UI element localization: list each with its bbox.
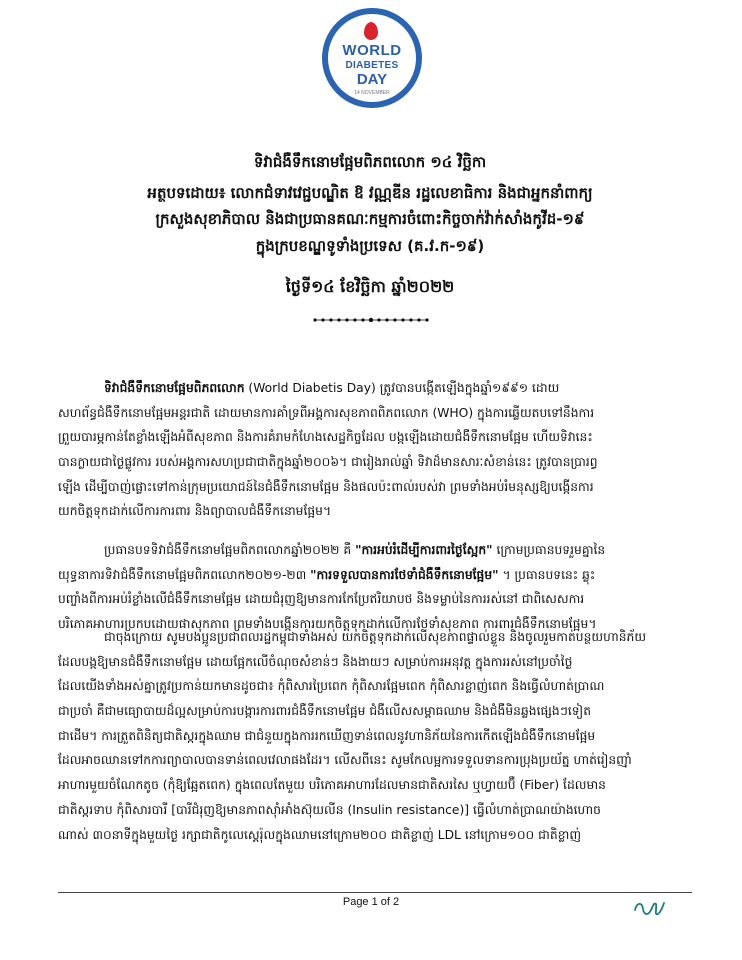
paragraph-line: ជាចុងក្រោយ សូមបងប្អូនប្រជាពលរដ្ឋកម្ពុជាទាំងអស់ យកចិត្តទុកដាក់លើសុខភាពផ្ទាល់ខ្លួន និងចូលរួមកាត់បន្ថយហានិភ័យ — [104, 630, 647, 644]
day-name-bold: ទិវាជំងឺទឹកនោមផ្អែមពិភពលោក — [104, 381, 245, 395]
paragraph-line: បានក្លាយជាថ្ងៃផ្លូវការ របស់អង្គការសហប្រជាជាតិក្នុងឆ្នាំ២០០៦។ ជារៀងរាល់ឆ្នាំ ទិវាដ៏មានសារៈសំខាន់នេះ ត្រូវបានប្រារព្ធ — [58, 455, 598, 470]
line-text: យុទ្ធនាការទិវាជំងឺទឹកនោមផ្អែមពិភពលោក២០២១-២៣ — [58, 567, 311, 582]
paragraph-line: ដែលអាចឈានទៅកការព្យាបាលបានទាន់ពេលវេលាផងដែរ។ លើសពីនេះ សូមកែលម្អការទទួលទានការប្រុងប្រយ័ត្ន ហាត់រៀនញ៉ាំ — [58, 753, 632, 768]
paragraph-intro — [58, 376, 690, 524]
blood-drop-icon — [364, 22, 378, 40]
paragraph-line: បញ្ចាំងពីការអប់រំខ្លាំងលើជំងឺទឹកនោមផ្អែម ដោយជំរុញឱ្យមានការកែប្រែឥរិយាបថ និងទម្លាប់នៃការរស់នៅ ជាពិសេសការ — [58, 592, 585, 607]
paragraph-line — [58, 538, 690, 563]
paragraph-line: ដែលយើងទាំងអស់គ្នាត្រូវប្រកាន់យកមានដូចជា៖ កុំពិសារប្រៃពេក កុំពិសារផ្អែមពេក កុំពិសារខ្លាញ់ពេក និងធ្វើលំហាត់ប្រាណ — [58, 679, 605, 694]
line-text: (World Diabetis Day) ត្រូវបានបង្កើតឡើងក្នុងឆ្នាំ១៩៩១ ដោយ — [244, 381, 560, 395]
author-scope: ក្នុងក្របខណ្ឌទូទាំងប្រទេស (គ.វ.ក-១៩) — [255, 237, 485, 255]
campaign-theme-bold: "ការទទួលបានការថែទាំជំងឺទឹកនោមផ្អែម" — [310, 567, 499, 582]
paragraph-advice — [58, 625, 690, 847]
ornamental-divider — [312, 317, 430, 323]
paragraph-line: យកចិត្តទុកដាក់លើការការពារ និងព្យាបាលជំងឺទឹកនោមផ្អែម។ — [58, 504, 332, 519]
page-number: Page 1 of 2 — [342, 896, 400, 908]
paragraph-line: សហព័ន្ធជំងឺទឹកនោមផ្អែមអន្តរជាតិ ដោយមានការគាំទ្រពីអង្គការសុខភាពពិភពលោក (WHO) ក្នុងការឆ្លើយតបទៅនឹងការ — [58, 405, 595, 420]
world-diabetes-day-logo — [322, 8, 422, 108]
theme-2022-bold: "ការអប់រំដើម្បីការពារថ្ងៃស្អែក" — [355, 543, 493, 557]
paragraph-line: ព្រួយបារម្ភកាន់តែខ្លាំងឡើងអំពីសុខភាព និងការគំរាមកំហែងសេដ្ឋកិច្ចដែល បង្កឡើងដោយជំងឺទឹកនោមផ្អែម ហើយទិវានេះ — [58, 430, 593, 445]
paragraph-line: ជាតិស្ករទាប កុំពិសារបារី [បារីជំរុញឱ្យមានភាពស៊ាំអាំងស៊ុយលីន (Insulin resistance)] ធ្វើលំហាត់ប្រាណយ៉ាងហោច — [58, 802, 601, 817]
author-byline: អត្ថបទដោយ៖ លោកជំទាវវេជ្ជបណ្ឌិត ឱ វណ្ណឌីន រដ្ឋលេខាធិការ និងជាអ្នកនាំពាក្យ — [147, 184, 593, 202]
paragraph-line: ដែលបង្កឱ្យមានជំងឺទឹកនោមផ្អែម ដោយផ្អែកលើចំណុចសំខាន់ៗ និងងាយៗ សម្រាប់ការអនុវត្ត ក្នុងការរស់នៅប្រចាំថ្ងៃ — [58, 654, 573, 669]
line-text: ។ ប្រធានបទនេះ ឆ្លុះ — [498, 567, 596, 582]
paragraph-line — [58, 563, 690, 588]
document-date: ថ្ងៃទី១៤ ខែវិច្ឆិកា ឆ្នាំ២០២២ — [285, 277, 455, 296]
logo-tagline: 14 NOVEMBER — [354, 90, 390, 96]
signature-icon — [632, 898, 666, 920]
footer-rule — [58, 892, 692, 893]
paragraph-line — [58, 376, 690, 401]
document-title: ទិវាជំងឺទឹកនោមផ្អែមពិភពលោក ១៤ វិច្ឆិកា — [253, 153, 487, 171]
author-ministry: ក្រសួងសុខាភិបាល និងជាប្រធានគណៈកម្មការចំពោះកិច្ចចាក់វ៉ាក់សាំងកូវីដ-១៩ — [155, 210, 585, 228]
paragraph-line: ជាដើម។ ការត្រួតពិនិត្យជាតិស្ករក្នុងឈាម ជាជំនួយក្នុងការរកឃើញទាន់ពេលនូវហានិភ័យនៃការកើតឡើងជំងឺទឹកនោមផ្អែម — [58, 728, 596, 743]
paragraph-line: ណាស់ ៣០នាទីក្នុងមួយថ្ងៃ រក្សាជាតិកូលេស្តេរ៉ុលក្នុងឈាមនៅក្រោម២០០ ជាតិខ្លាញ់ LDL នៅក្រោម១០០ ជាតិខ្លាញ់ — [58, 827, 582, 842]
line-text: ក្រោមប្រធានបទរួមគ្នានៃ — [492, 543, 606, 557]
logo-text-diabetes: DIABETES — [345, 60, 399, 71]
logo-text-day: DAY — [356, 71, 388, 88]
logo-text-world: WORLD — [342, 42, 402, 59]
paragraph-line: ឡើង ដើម្បីបាញ់ផ្លោះទៅកាន់ក្រុមប្រយោជន៍នៃជំងឺទឹកនោមផ្អែម និងផលប៉ះពាល់របស់វា ព្រមទាំងអប់រំមនុស្សឱ្យបង្កើនការ — [58, 479, 594, 494]
paragraph-line: អាហារមួយចំណែកតូច (កុំឱ្យឆ្អែតពេក) ក្នុងពេលតែមួយ បរិភោគអាហារដែលមានជាតិសរសៃ ឬហ្វាយប៊ឺ (Fiber) ដែលមាន — [58, 778, 606, 793]
line-text: ប្រធានបទទិវាជំងឺទឹកនោមផ្អែមពិភពលោកឆ្នាំ២០២២ គឺ — [104, 543, 356, 557]
paragraph-line: ជាប្រចាំ គឺជាមធ្យោបាយដ៏ល្អសម្រាប់ការបង្ការការពារជំងឺទឹកនោមផ្អែម ជំងឺលើសសម្ពាធឈាម និងជំងឺមិនឆ្លងផ្សេងៗទៀត — [58, 704, 592, 719]
paragraph-line: បរិភោគអាហារប្រកបដោយផាសុកភាព ព្រមទាំងបង្កើនការយកចិត្តទុកដាក់លើការថែទាំសុខភាព ការពារជំងឺទឹកនោមផ្អែម។ — [58, 617, 597, 632]
paragraph-theme — [58, 538, 690, 637]
